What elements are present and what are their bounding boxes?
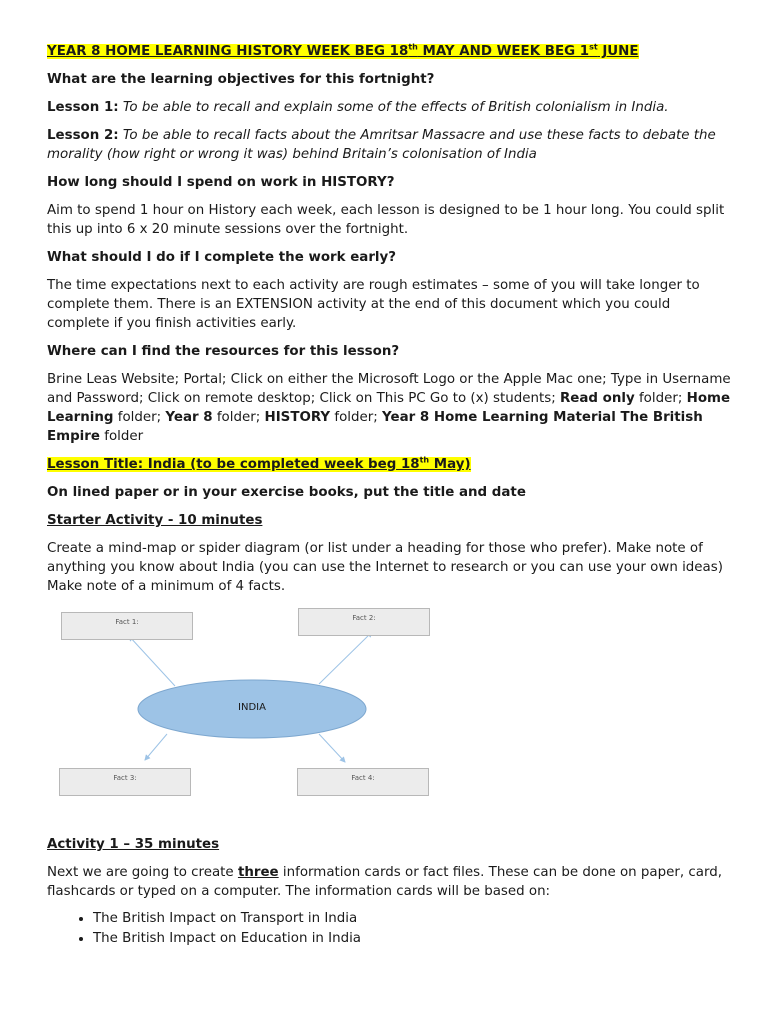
lesson-1-label: Lesson 1: [47,100,119,115]
list-item: • The British Impact on Education in India [93,929,737,949]
time-answer: Aim to spend 1 hour on History each week, each lesson is designed to be 1 hour long. You could split this up into 6 x 20 minute sessions over the fortnight. [47,203,725,237]
resources-bold: Read only [559,391,635,406]
lesson-title-sup: th [419,455,430,465]
fact-2-label: Fact 2: [352,614,376,622]
lined-paper-instruction: On lined paper or in your exercise books, put the title and date [47,485,526,500]
starter-text: Create a mind-map or spider diagram (or list under a heading for those who prefer). Make note of anything you know about India (you can use the Internet to research or you can use your own ideas) Make note of a minimum of 4 facts. [47,541,723,594]
resources-bold: Year 8 Home Learning Material The British Empire [47,410,703,444]
spider-diagram [47,608,737,813]
resources-text: folder; [113,410,166,425]
lesson-2-text: To be able to recall facts about the Amritsar Massacre and use these facts to debate the morality (how right or wrong it was) behind Britain’s colonisation of India [47,128,716,162]
starter-title: Starter Activity - 10 minutes [47,513,263,528]
arrow-fact-4 [319,734,345,762]
lesson-2-label: Lesson 2: [47,128,119,143]
arrow-fact-2 [319,632,372,684]
arrow-fact-3 [145,734,167,760]
arrow-fact-1 [129,636,175,686]
fact-1-box [61,612,193,640]
fact-4-box [297,768,429,796]
diagram-center-label: INDIA [238,702,266,713]
heading-sup: th [408,42,418,52]
activity-1-text-part: information cards or fact files. These can be done on paper, card, flashcards or typed on a computer. The information cards will be based on: [47,865,722,899]
heading-sup: st [589,42,598,52]
fact-1-label: Fact 1: [115,618,139,626]
activity-1-text [47,863,737,901]
fact-4-label: Fact 4: [351,774,375,782]
resources-text: folder [99,429,144,444]
page-heading [47,42,737,61]
list-item: • The British Impact on Transport in India [93,909,737,929]
lesson-1 [47,98,737,117]
lesson-title [47,455,737,474]
activity-1-title: Activity 1 – 35 minutes [47,837,220,852]
resources-bold: HISTORY [264,410,331,425]
resources-answer [47,370,737,446]
activity-1-emphasis: three [237,865,279,880]
resources-question: Where can I find the resources for this lesson? [47,344,400,359]
resources-bold: Year 8 [165,410,213,425]
lesson-1-text: To be able to recall and explain some of the effects of British colonialism in India. [122,100,669,115]
heading-part: MAY AND WEEK BEG 1 [417,44,590,59]
activity-1-text-part: Next we are going to create [47,865,238,880]
early-answer: The time expectations next to each activity are rough estimates – some of you will take longer to complete them. There is an EXTENSION activity at the end of this document which you could complete if you finish activities early. [47,278,700,331]
time-question: How long should I spend on work in HISTORY? [47,175,395,190]
heading-part: JUNE [597,44,639,59]
fact-2-box [298,608,430,636]
objectives-question: What are the learning objectives for this fortnight? [47,72,435,87]
resources-bold: Home Learning [47,391,731,425]
resources-text: Brine Leas Website; Portal; Click on either the Microsoft Logo or the Apple Mac one; Type in Username and Password; Click on remote desktop; Click on This PC Go to (x) students; [47,372,731,406]
early-question: What should I do if I complete the work early? [47,250,397,265]
fact-3-label: Fact 3: [113,774,137,782]
lesson-title-text: May) [429,457,471,472]
resources-text: folder; [330,410,383,425]
activity-1-list [47,909,737,949]
resources-text: folder; [634,391,687,406]
lesson-2 [47,126,737,164]
document-page [47,42,737,949]
lesson-title-text: Lesson Title: India (to be completed week beg 18 [47,457,420,472]
heading-part: YEAR 8 HOME LEARNING HISTORY WEEK BEG 18 [47,44,409,59]
fact-3-box [59,768,191,796]
resources-text: folder; [212,410,265,425]
